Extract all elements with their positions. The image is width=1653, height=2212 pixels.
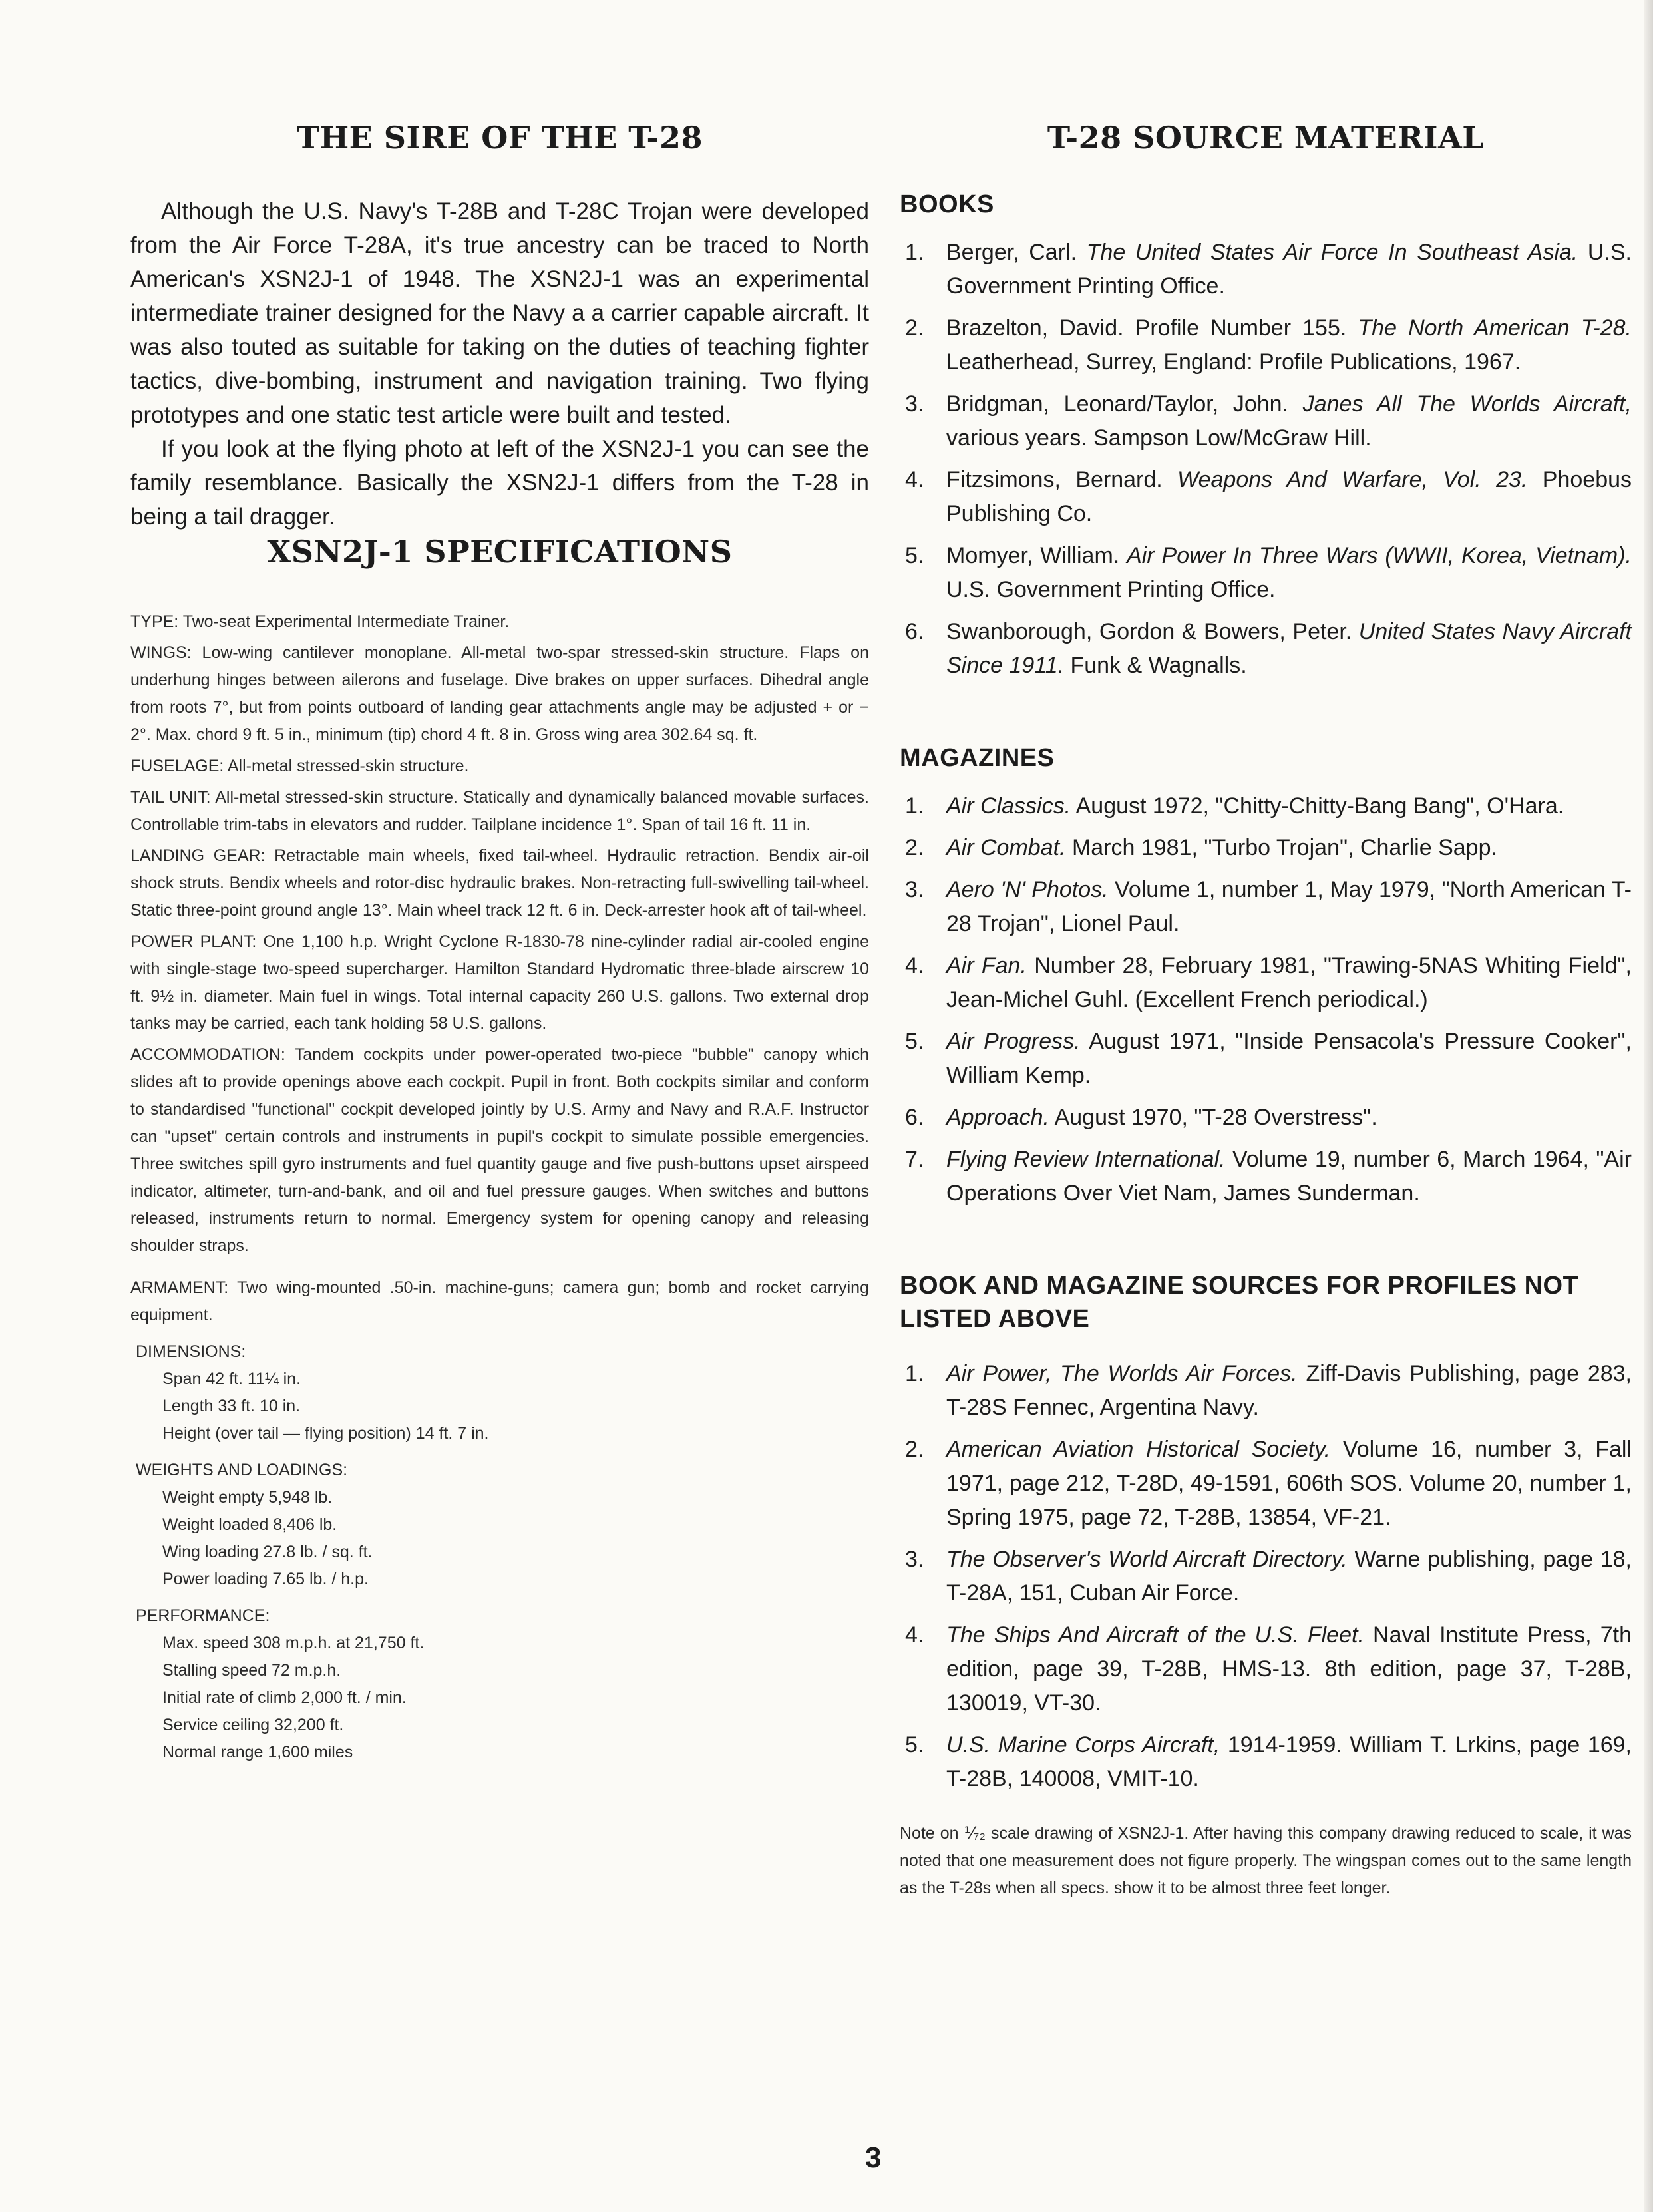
page-number: 3 [865,2141,882,2174]
reference-details: various years. Sampson Low/McGraw Hill. [946,425,1372,451]
reference-details: August 1970, "T-28 Overstress". [1049,1105,1378,1130]
reference-details: Volume 16, number 3, Fall 1971, page 212, T-28D, 49-1591, 606th SOS. Volume 20, number 1, Spring 1975, page 72, T-28B, 13854, VF-21. [946,1437,1632,1530]
reference-title: Aero 'N' Photos. [946,877,1109,902]
reference-title: Approach. [946,1105,1049,1130]
dimensions-heading: DIMENSIONS: [136,1342,246,1361]
reference-title: Air Power, The Worlds Air Forces. [946,1361,1298,1386]
spec-wings: WINGS: Low-wing cantilever monoplane. All-metal two-spar stressed-skin structure. Flaps on underhung hinges between ailerons and fuselage. Dive brakes on upper surfaces. Dihedral angle from roots 7°, but from points outboard of landing gear attachments angle may be adjusted + or − 2°. Max. chord 9 ft. 5 in., minimum (tip) chord 4 ft. 8 in. Gross wing area 302.64 sq. ft. [130,644,869,744]
reference-details: Phoebus Publishing Co. [946,467,1632,526]
reference-title: The Observer's World Aircraft Directory. [946,1547,1348,1572]
reference-number: 1. [905,793,924,819]
spec-tail-unit: TAIL UNIT: All-metal stressed-skin structure. Statically and dynamically balanced movable surfaces. Controllable trim-tabs in elevators and rudder. Tailplane incidence 1°. Span of tail 16 ft. 11 in. [130,788,869,834]
reference-item [900,1618,1632,1720]
reference-item [900,949,1632,1017]
reference-author: Brazelton, David. Profile Number 155. [946,315,1358,341]
reference-details: August 1972, "Chitty-Chitty-Bang Bang", O'Hara. [1071,793,1564,819]
reference-item [900,463,1632,531]
reference-item [900,1025,1632,1093]
reference-details: Volume 19, number 6, March 1964, "Air Operations Over Viet Nam, James Sunderman. [946,1147,1632,1206]
weight-item: Weight loaded 8,406 lb. [162,1515,337,1534]
reference-item [900,789,1632,823]
reference-title: Air Classics. [946,793,1071,819]
reference-title: United States Navy Aircraft Since 1911. [946,619,1632,678]
reference-number: 1. [905,240,924,265]
reference-details: Volume 1, number 1, May 1979, "North American T-28 Trojan", Lionel Paul. [946,877,1632,936]
dimension-item: Height (over tail — flying position) 14 ft. 7 in. [162,1424,489,1443]
reference-item [900,1433,1632,1535]
reference-title: Air Power In Three Wars (WWII, Korea, Vietnam). [1127,543,1632,568]
reference-details: U.S. Government Printing Office. [946,240,1632,299]
reference-number: 5. [905,1029,924,1054]
scale-drawing-note: Note on ⅟₇₂ scale drawing of XSN2J-1. After having this company drawing reduced to scale, it was noted that one measurement does not figure properly. The wingspan comes out to the same length as the T-28s when all specs. show it to be almost three feet longer. [900,1824,1632,1897]
reference-item [900,1101,1632,1135]
reference-title: Weapons And Warfare, Vol. 23. [1177,467,1528,492]
profiles-list [900,1357,1632,1796]
page-edge-shadow [1644,0,1653,2212]
left-column [130,120,869,1766]
reference-author: Momyer, William. [946,543,1127,568]
reference-item [900,615,1632,683]
reference-item [900,831,1632,865]
spec-block [130,608,869,1766]
intro-paragraph-1: Although the U.S. Navy's T-28B and T-28C Trojan were developed from the Air Force T-28A, it's true ancestry can be traced to North American's XSN2J-1 of 1948. The XSN2J-1 was an experimental intermediate trainer designed for the Navy a a carrier capable aircraft. It was also touted as suitable for taking on the duties of teaching fighter tactics, dive-bombing, instrument and navigation training. Two flying prototypes and one static test article were built and tested. [130,198,869,428]
reference-title: The United States Air Force In Southeast Asia. [1086,240,1578,265]
weights-heading: WEIGHTS AND LOADINGS: [136,1461,348,1479]
reference-title: The North American T-28. [1358,315,1632,341]
reference-item [900,873,1632,941]
reference-item [900,1143,1632,1210]
reference-title: American Aviation Historical Society. [946,1437,1331,1462]
reference-title: Air Combat. [946,835,1066,860]
weight-item: Wing loading 27.8 lb. / sq. ft. [162,1543,373,1561]
reference-item [900,1357,1632,1425]
spec-accommodation: ACCOMMODATION: Tandem cockpits under power-operated two-piece "bubble" canopy which slides aft to provide openings above each cockpit. Pupil in front. Both cockpits similar and conform to standardised "functional" cockpit developed jointly by U.S. Army and Navy and R.A.F. Instructor can "upset" certain controls and instruments in pupil's cockpit to simulate possible emergencies. Three switches spill gyro instruments and fuel quantity gauge and five push-buttons upset airspeed indicator, altimeter, turn-and-bank, and oil and fuel pressure gauges. When switches and buttons released, instruments return to normal. Emergency system for opening canopy and releasing shoulder straps. [130,1045,869,1255]
books-heading: BOOKS [900,190,994,218]
reference-title: Air Fan. [946,953,1027,978]
reference-number: 4. [905,467,924,492]
reference-item [900,1543,1632,1610]
reference-number: 2. [905,315,924,341]
reference-number: 5. [905,1732,924,1757]
reference-author: Bridgman, Leonard/Taylor, John. [946,391,1303,417]
reference-details: Ziff-Davis Publishing, page 283, T-28S Fennec, Argentina Navy. [946,1361,1632,1420]
reference-number: 3. [905,391,924,417]
performance-item: Initial rate of climb 2,000 ft. / min. [162,1688,407,1707]
reference-number: 7. [905,1147,924,1172]
magazines-list [900,789,1632,1210]
reference-number: 5. [905,543,924,568]
reference-number: 4. [905,1622,924,1648]
reference-details: Leatherhead, Surrey, England: Profile Publications, 1967. [946,349,1521,375]
reference-details: 1914-1959. William T. Lrkins, page 169, T-28B, 140008, VMIT-10. [946,1732,1632,1791]
reference-author: Fitzsimons, Bernard. [946,467,1178,492]
reference-title: Janes All The Worlds Aircraft, [1302,391,1632,417]
right-column [900,120,1632,1902]
reference-number: 1. [905,1361,924,1386]
profiles-heading: BOOK AND MAGAZINE SOURCES FOR PROFILES NOT LISTED ABOVE [900,1272,1579,1333]
reference-details: Funk & Wagnalls. [1064,653,1247,678]
reference-details: March 1981, "Turbo Trojan", Charlie Sapp. [1065,835,1497,860]
reference-details: U.S. Government Printing Office. [946,577,1276,602]
reference-number: 2. [905,1437,924,1462]
reference-title: Air Progress. [946,1029,1081,1054]
reference-number: 3. [905,1547,924,1572]
reference-title: The Ships And Aircraft of the U.S. Fleet. [946,1622,1364,1648]
reference-item [900,236,1632,303]
intro-paragraph-2: If you look at the flying photo at left of the XSN2J-1 you can see the family resemblance. Basically the XSN2J-1 differs from the T-28 in being a tail dragger. [130,436,869,530]
reference-number: 6. [905,619,924,644]
magazines-heading: MAGAZINES [900,744,1055,772]
spec-power-plant: POWER PLANT: One 1,100 h.p. Wright Cyclone R-1830-78 nine-cylinder radial air-cooled engine with single-stage two-speed supercharger. Hamilton Standard Hydromatic three-blade airscrew 10 ft. 9½ in. diameter. Main fuel in wings. Total internal capacity 260 U.S. gallons. Two external drop tanks may be carried, each tank holding 58 U.S. gallons. [130,932,869,1033]
reference-number: 2. [905,835,924,860]
reference-item [900,311,1632,379]
reference-item [900,387,1632,455]
reference-details: August 1971, "Inside Pensacola's Pressure Cooker", William Kemp. [946,1029,1632,1088]
spec-type: TYPE: Two-seat Experimental Intermediate Trainer. [130,612,510,631]
reference-item [900,1728,1632,1796]
reference-details: Naval Institute Press, 7th edition, page 39, T-28B, HMS-13. 8th edition, page 37, T-28B, 130019, VT-30. [946,1622,1632,1716]
reference-author: Berger, Carl. [946,240,1087,265]
reference-title: U.S. Marine Corps Aircraft, [946,1732,1220,1757]
spec-landing-gear: LANDING GEAR: Retractable main wheels, fixed tail-wheel. Hydraulic retraction. Bendix air-oil shock struts. Bendix wheels and rotor-disc hydraulic brakes. Non-retracting full-swivelling tail-wheel. Static three-point ground angle 13°. Main wheel track 12 ft. 6 in. Deck-arrester hook aft of tail-wheel. [130,846,869,920]
reference-number: 6. [905,1105,924,1130]
reference-item [900,539,1632,607]
reference-number: 3. [905,877,924,902]
books-list [900,236,1632,683]
spec-armament: ARMAMENT: Two wing-mounted .50-in. machine-guns; camera gun; bomb and rocket carrying equipment. [130,1278,869,1324]
sire-title: THE SIRE OF THE T-28 [296,120,703,156]
performance-item: Max. speed 308 m.p.h. at 21,750 ft. [162,1634,425,1652]
reference-author: Swanborough, Gordon & Bowers, Peter. [946,619,1359,644]
reference-title: Flying Review International. [946,1147,1226,1172]
reference-details: Number 28, February 1981, "Trawing-5NAS Whiting Field", Jean-Michel Guhl. (Excellent French periodical.) [946,953,1632,1012]
source-material-title: T-28 SOURCE MATERIAL [1047,120,1485,156]
spec-fuselage: FUSELAGE: All-metal stressed-skin structure. [130,757,469,775]
weight-item: Power loading 7.65 lb. / h.p. [162,1570,369,1588]
reference-number: 4. [905,953,924,978]
spec-title: XSN2J-1 SPECIFICATIONS [267,534,733,570]
dimension-item: Span 42 ft. 11¼ in. [162,1370,301,1388]
performance-item: Service ceiling 32,200 ft. [162,1716,344,1734]
performance-item: Stalling speed 72 m.p.h. [162,1661,341,1680]
weight-item: Weight empty 5,948 lb. [162,1488,333,1507]
performance-heading: PERFORMANCE: [136,1606,270,1625]
reference-details: Warne publishing, page 18, T-28A, 151, Cuban Air Force. [946,1547,1632,1606]
performance-item: Normal range 1,600 miles [162,1743,353,1761]
sire-intro [130,194,869,534]
dimension-item: Length 33 ft. 10 in. [162,1397,301,1415]
